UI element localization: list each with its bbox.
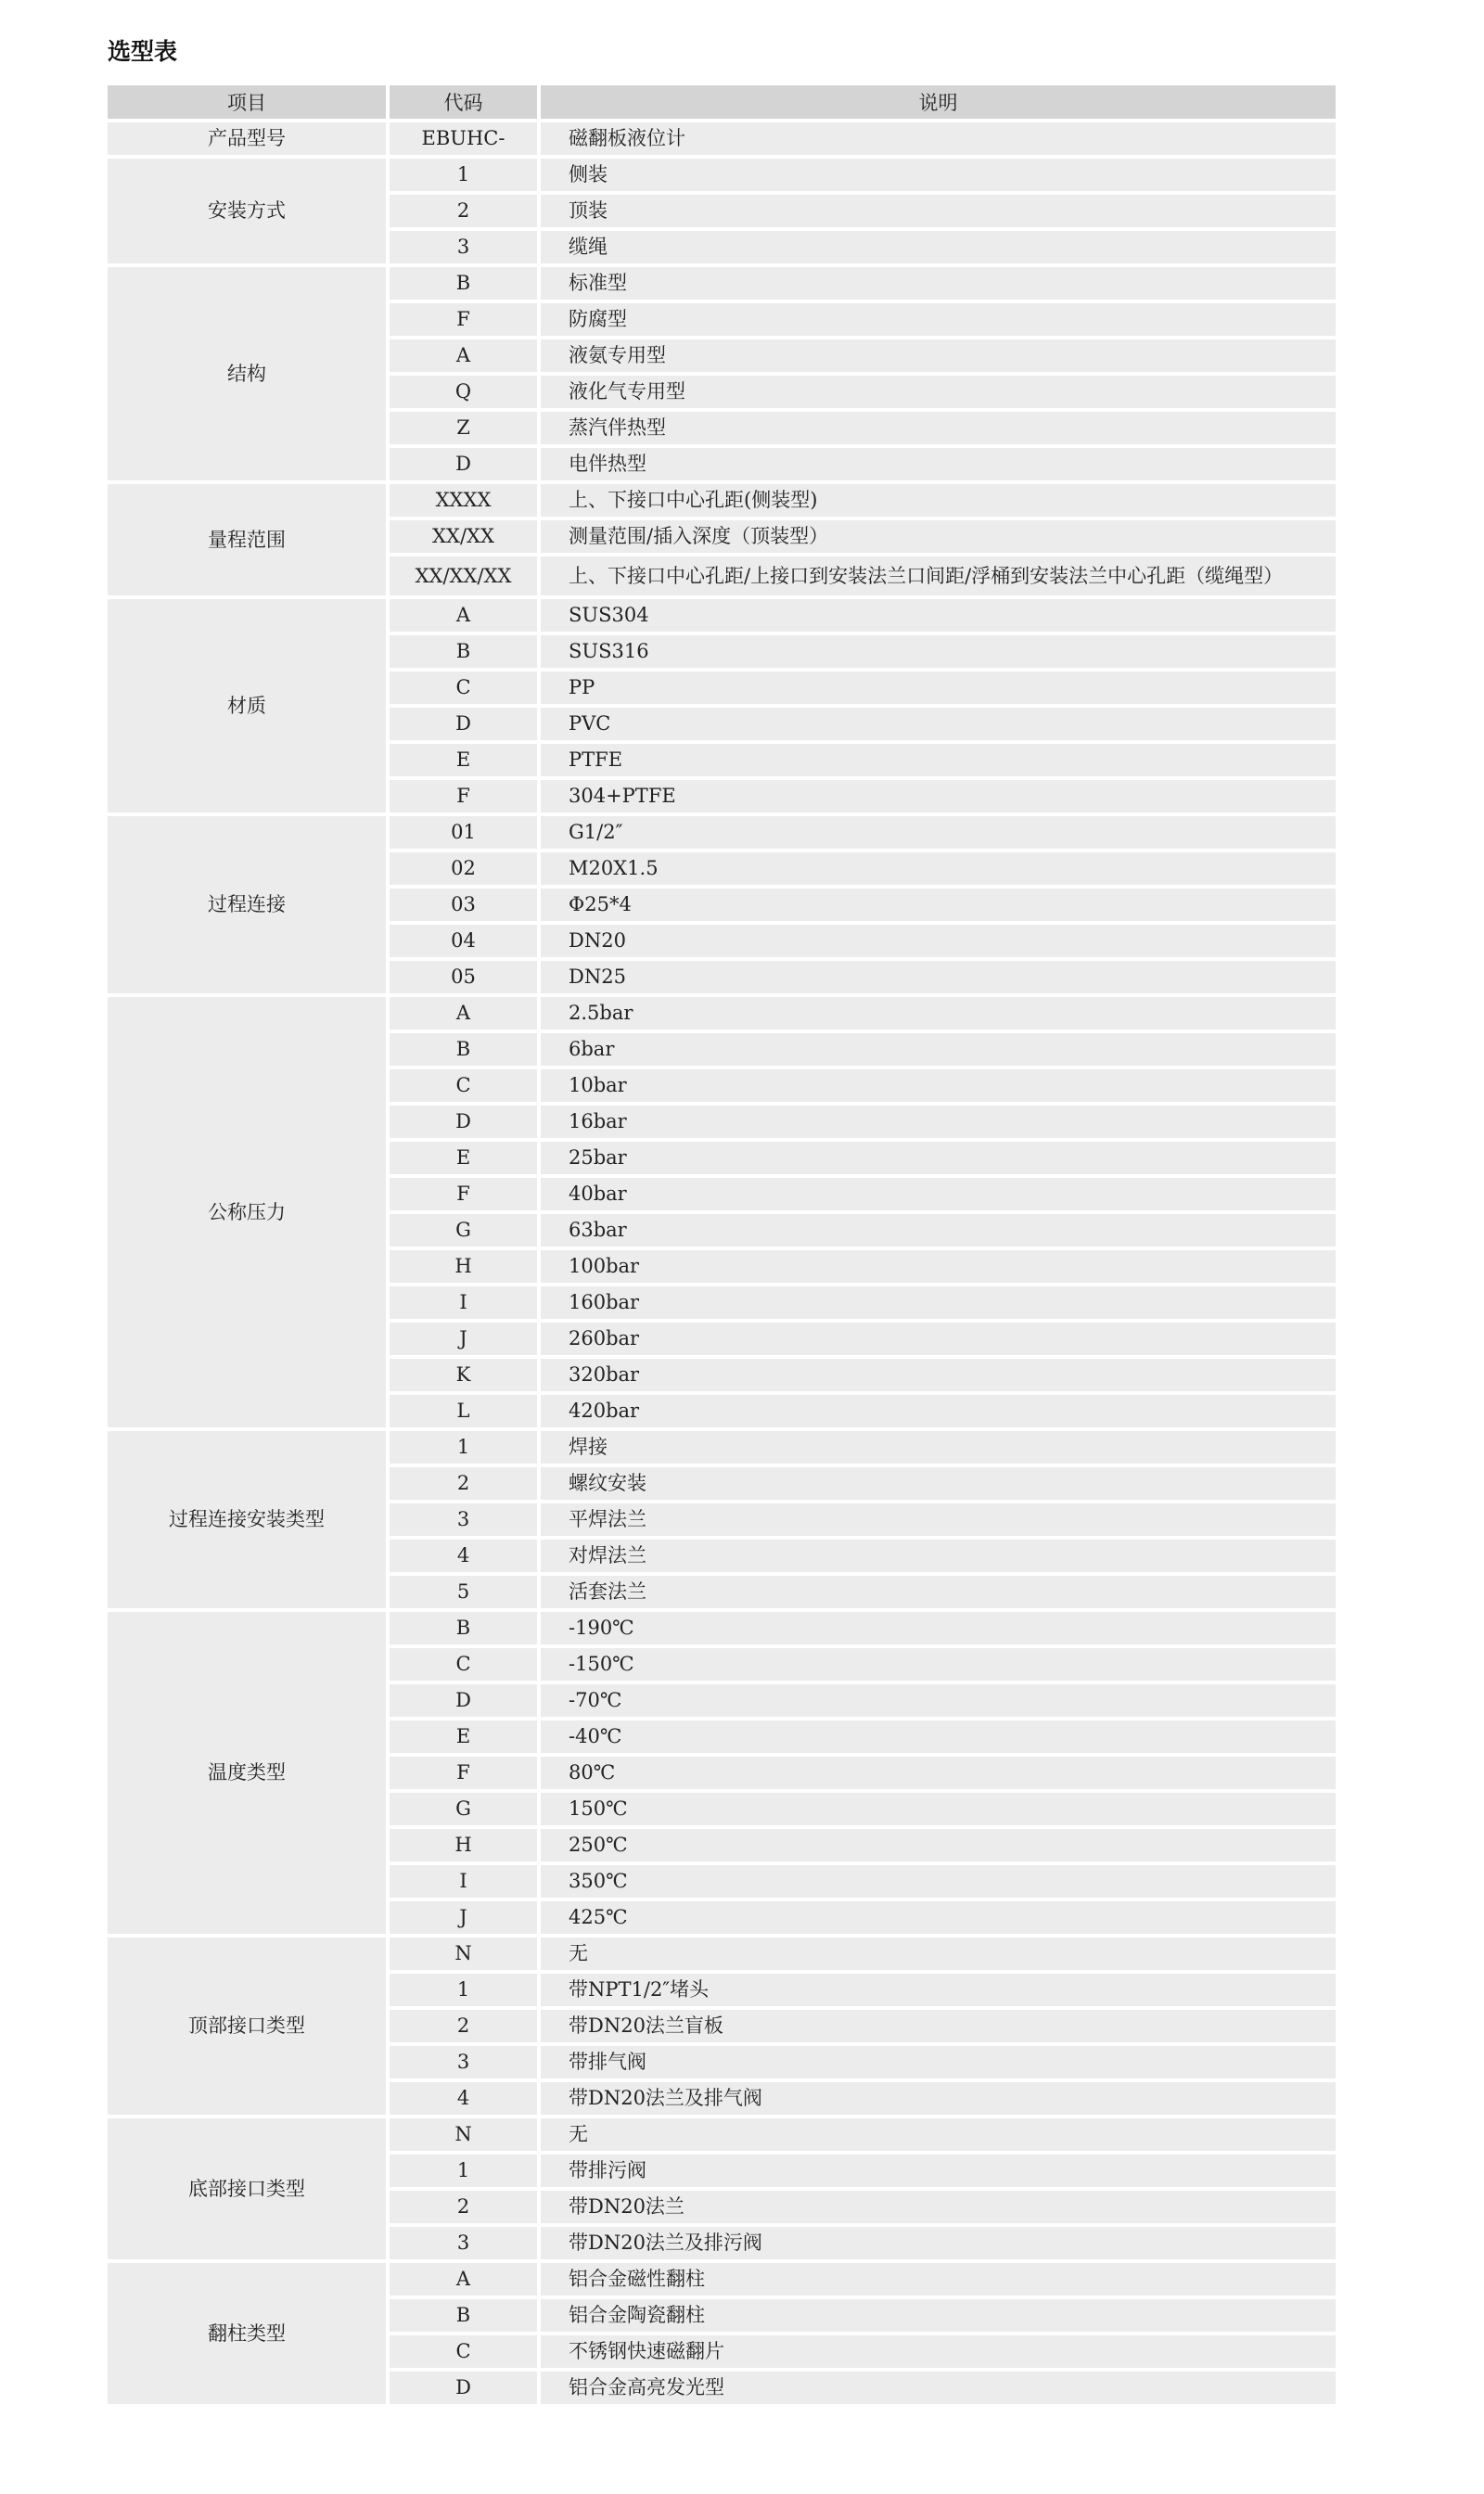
code-cell: F [390,1178,541,1214]
code-cell: 01 [390,816,541,852]
description-cell: 铝合金陶瓷翻柱 [541,2299,1336,2335]
description-cell: 320bar [541,1359,1336,1395]
description-cell: 侧装 [541,159,1336,195]
code-cell: A [390,997,541,1033]
code-cell: C [390,2335,541,2372]
category-cell: 材质 [108,599,390,816]
code-cell: 3 [390,2046,541,2082]
code-cell: Z [390,412,541,448]
code-cell: 2 [390,1467,541,1503]
code-cell: 2 [390,2191,541,2227]
code-cell: A [390,2263,541,2299]
description-cell: 带DN20法兰及排气阀 [541,2082,1336,2118]
table-header-row [108,85,1336,122]
description-cell: DN25 [541,961,1336,997]
table-row [108,2263,1336,2299]
description-cell: 不锈钢快速磁翻片 [541,2335,1336,2372]
code-cell: Q [390,376,541,412]
code-cell: D [390,708,541,744]
description-cell: 蒸汽伴热型 [541,412,1336,448]
description-cell: 100bar [541,1250,1336,1286]
description-cell: 80℃ [541,1757,1336,1793]
description-cell: 150℃ [541,1793,1336,1829]
description-cell: 活套法兰 [541,1576,1336,1612]
code-cell: C [390,671,541,708]
code-cell: N [390,2118,541,2155]
description-cell: 铝合金磁性翻柱 [541,2263,1336,2299]
description-cell: 螺纹安装 [541,1467,1336,1503]
category-cell: 产品型号 [108,122,390,159]
table-body [108,122,1336,2408]
selection-table [108,85,1336,2408]
table-row [108,816,1336,852]
description-cell: 40bar [541,1178,1336,1214]
description-cell: 焊接 [541,1431,1336,1467]
table-row [108,1612,1336,1648]
description-cell: 16bar [541,1106,1336,1142]
code-cell: C [390,1069,541,1106]
code-cell: D [390,1106,541,1142]
code-cell: L [390,1395,541,1431]
description-cell: -40℃ [541,1720,1336,1757]
code-cell: 3 [390,2227,541,2263]
code-cell: XX/XX/XX [390,556,541,599]
description-cell: 上、下接口中心孔距/上接口到安装法兰口间距/浮桶到安装法兰中心孔距（缆绳型） [541,556,1336,599]
description-cell: M20X1.5 [541,852,1336,889]
code-cell: 1 [390,1974,541,2010]
code-cell: B [390,1033,541,1069]
code-cell: XX/XX [390,520,541,556]
description-cell: 缆绳 [541,231,1336,267]
table-row [108,122,1336,159]
description-cell: 25bar [541,1142,1336,1178]
description-cell: -150℃ [541,1648,1336,1684]
description-cell: G1/2″ [541,816,1336,852]
code-cell: 5 [390,1576,541,1612]
description-cell: PTFE [541,744,1336,780]
description-cell: 液氨专用型 [541,339,1336,376]
description-cell: 顶装 [541,195,1336,231]
code-cell: K [390,1359,541,1395]
code-cell: B [390,2299,541,2335]
description-cell: 260bar [541,1323,1336,1359]
description-cell: 防腐型 [541,303,1336,339]
code-cell: 4 [390,1540,541,1576]
description-cell: 液化气专用型 [541,376,1336,412]
code-cell: E [390,744,541,780]
category-cell: 翻柱类型 [108,2263,390,2408]
description-cell: 250℃ [541,1829,1336,1865]
description-cell: 标准型 [541,267,1336,303]
code-cell: G [390,1793,541,1829]
table-row [108,1938,1336,1974]
code-cell: D [390,2372,541,2408]
description-cell: 带排污阀 [541,2155,1336,2191]
table-row [108,484,1336,520]
code-cell: 3 [390,231,541,267]
code-cell: F [390,780,541,816]
header-description: 说明 [541,85,1336,122]
code-cell: B [390,1612,541,1648]
code-cell: 2 [390,2010,541,2046]
category-cell: 过程连接 [108,816,390,997]
code-cell: 3 [390,1503,541,1540]
table-row [108,599,1336,635]
code-cell: E [390,1142,541,1178]
code-cell: N [390,1938,541,1974]
code-cell: XXXX [390,484,541,520]
description-cell: 2.5bar [541,997,1336,1033]
code-cell: EBUHC- [390,122,541,159]
description-cell: 160bar [541,1286,1336,1323]
description-cell: 304+PTFE [541,780,1336,816]
table-row [108,997,1336,1033]
code-cell: 05 [390,961,541,997]
description-cell: 带DN20法兰及排污阀 [541,2227,1336,2263]
category-cell: 过程连接安装类型 [108,1431,390,1612]
code-cell: F [390,1757,541,1793]
description-cell: PP [541,671,1336,708]
code-cell: B [390,267,541,303]
table-row [108,1431,1336,1467]
description-cell: 电伴热型 [541,448,1336,484]
category-cell: 顶部接口类型 [108,1938,390,2118]
code-cell: A [390,339,541,376]
header-code: 代码 [390,85,541,122]
code-cell: H [390,1250,541,1286]
description-cell: 对焊法兰 [541,1540,1336,1576]
code-cell: A [390,599,541,635]
description-cell: Φ25*4 [541,889,1336,925]
category-cell: 结构 [108,267,390,484]
code-cell: 03 [390,889,541,925]
description-cell: SUS316 [541,635,1336,671]
description-cell: 测量范围/插入深度（顶装型） [541,520,1336,556]
description-cell: 磁翻板液位计 [541,122,1336,159]
code-cell: E [390,1720,541,1757]
description-cell: 平焊法兰 [541,1503,1336,1540]
description-cell: 6bar [541,1033,1336,1069]
code-cell: F [390,303,541,339]
code-cell: 1 [390,2155,541,2191]
description-cell: 无 [541,2118,1336,2155]
description-cell: 铝合金高亮发光型 [541,2372,1336,2408]
code-cell: G [390,1214,541,1250]
description-cell: 带NPT1/2″堵头 [541,1974,1336,2010]
code-cell: 4 [390,2082,541,2118]
description-cell: 420bar [541,1395,1336,1431]
description-cell: 带DN20法兰 [541,2191,1336,2227]
description-cell: SUS304 [541,599,1336,635]
code-cell: 04 [390,925,541,961]
description-cell: 10bar [541,1069,1336,1106]
description-cell: 425℃ [541,1901,1336,1938]
code-cell: 1 [390,159,541,195]
category-cell: 安装方式 [108,159,390,267]
code-cell: H [390,1829,541,1865]
description-cell: 无 [541,1938,1336,1974]
table-row [108,159,1336,195]
category-cell: 量程范围 [108,484,390,599]
code-cell: J [390,1901,541,1938]
category-cell: 公称压力 [108,997,390,1431]
code-cell: D [390,1684,541,1720]
description-cell: DN20 [541,925,1336,961]
code-cell: 2 [390,195,541,231]
description-cell: -70℃ [541,1684,1336,1720]
table-row [108,2118,1336,2155]
description-cell: PVC [541,708,1336,744]
header-item: 项目 [108,85,390,122]
description-cell: 上、下接口中心孔距(侧装型) [541,484,1336,520]
category-cell: 底部接口类型 [108,2118,390,2263]
description-cell: 350℃ [541,1865,1336,1901]
category-cell: 温度类型 [108,1612,390,1938]
code-cell: J [390,1323,541,1359]
code-cell: 1 [390,1431,541,1467]
description-cell: -190℃ [541,1612,1336,1648]
description-cell: 带排气阀 [541,2046,1336,2082]
code-cell: I [390,1865,541,1901]
code-cell: D [390,448,541,484]
code-cell: C [390,1648,541,1684]
code-cell: I [390,1286,541,1323]
description-cell: 带DN20法兰盲板 [541,2010,1336,2046]
table-row [108,267,1336,303]
page-title: 选型表 [108,38,178,65]
code-cell: 02 [390,852,541,889]
description-cell: 63bar [541,1214,1336,1250]
code-cell: B [390,635,541,671]
